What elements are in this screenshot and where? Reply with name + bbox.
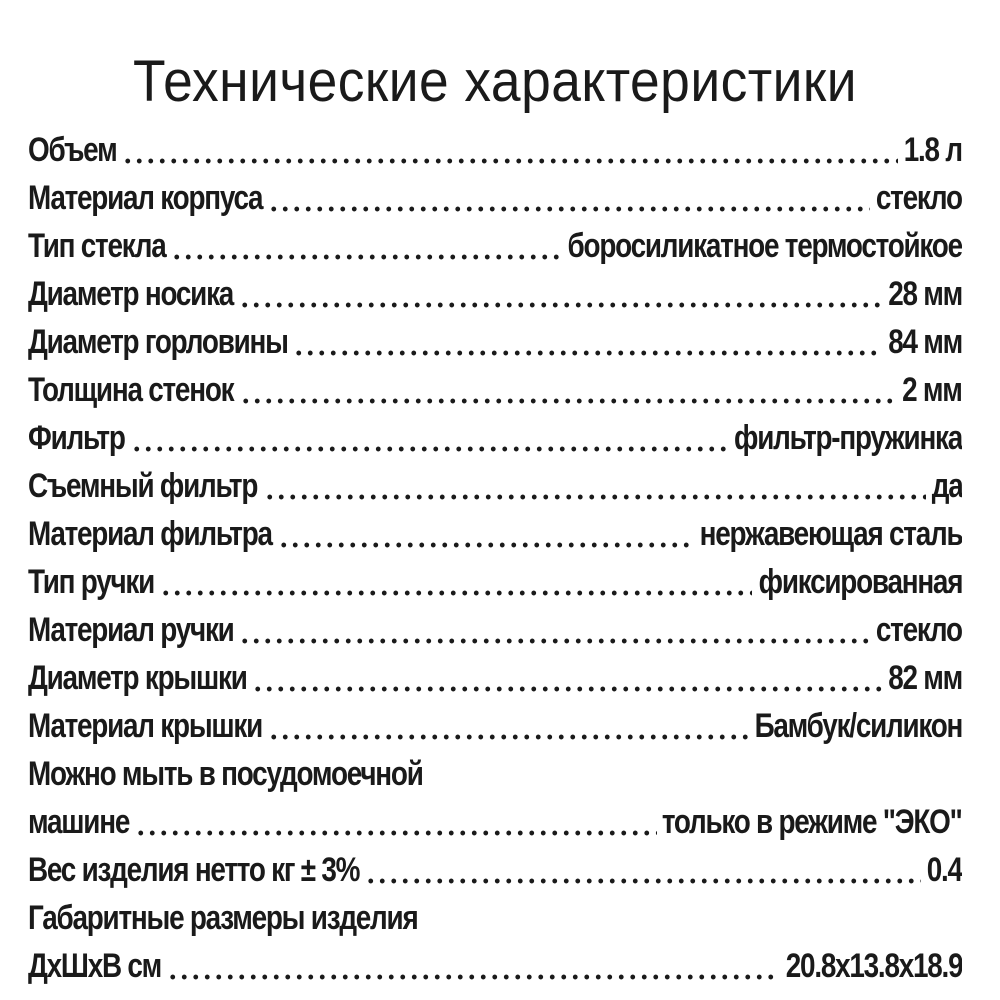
spec-row-dishwasher-line1 <box>28 750 962 798</box>
spec-value: только в режиме "ЭКО" <box>662 803 962 841</box>
spec-label: Вес изделия нетто кг ± 3% <box>28 851 360 889</box>
dot-leader <box>239 301 882 309</box>
spec-label: Диаметр горловины <box>28 323 288 361</box>
spec-label: Материал крышки <box>28 707 263 745</box>
dot-leader <box>131 445 728 453</box>
spec-row-handle-material <box>28 606 962 654</box>
dot-leader <box>268 205 870 213</box>
spec-list <box>28 126 962 990</box>
spec-label: Диаметр носика <box>28 275 234 313</box>
spec-row-volume <box>28 126 962 174</box>
spec-row-glass-type <box>28 222 962 270</box>
spec-row-neck-diameter <box>28 318 962 366</box>
spec-row-dishwasher <box>28 798 962 846</box>
spec-row-dimensions <box>28 942 962 990</box>
spec-label: Тип ручки <box>28 563 155 601</box>
spec-value: 82 мм <box>888 659 962 697</box>
spec-row-filter <box>28 414 962 462</box>
dot-leader <box>293 349 882 357</box>
spec-value: стекло <box>876 611 962 649</box>
spec-value: нержавеющая сталь <box>699 515 962 553</box>
page-title: Технические характеристики <box>133 49 857 114</box>
dot-leader <box>122 157 898 165</box>
dot-leader <box>252 685 882 693</box>
spec-row-body-material <box>28 174 962 222</box>
spec-label: Съемный фильтр <box>28 467 258 505</box>
spec-label: Материал фильтра <box>28 515 272 553</box>
spec-label: Можно мыть в посудомоечной <box>28 755 423 793</box>
spec-row-filter-material <box>28 510 962 558</box>
spec-row-lid-material <box>28 702 962 750</box>
dot-leader <box>171 253 561 261</box>
spec-label: Габаритные размеры изделия <box>28 899 418 937</box>
spec-label: Объем <box>28 131 117 169</box>
spec-row-lid-diameter <box>28 654 962 702</box>
spec-value: 1.8 л <box>903 131 962 169</box>
spec-label: Диаметр крышки <box>28 659 247 697</box>
spec-label: Материал ручки <box>28 611 234 649</box>
spec-row-dimensions-line1 <box>28 894 962 942</box>
dot-leader <box>160 589 752 597</box>
dot-leader <box>239 637 870 645</box>
dot-leader <box>135 829 656 837</box>
spec-label: машине <box>28 803 130 841</box>
spec-label: Фильтр <box>28 419 125 457</box>
dot-leader <box>264 493 926 501</box>
spec-value: фильтр-пружинка <box>733 419 962 457</box>
spec-row-net-weight <box>28 846 962 894</box>
spec-label: Толщина стенок <box>28 371 234 409</box>
spec-sheet <box>28 40 962 990</box>
spec-label: Тип стекла <box>28 227 166 265</box>
spec-value: 20.8х13.8х18.9 <box>785 947 962 985</box>
spec-label: Материал корпуса <box>28 179 263 217</box>
spec-label: ДхШхВ см <box>28 947 162 985</box>
dot-leader <box>278 541 693 549</box>
spec-value: стекло <box>876 179 962 217</box>
dot-leader <box>365 877 921 885</box>
spec-row-removable-filter <box>28 462 962 510</box>
spec-value: Бамбук/силикон <box>754 707 962 745</box>
spec-value: да <box>931 467 962 505</box>
spec-value: 28 мм <box>888 275 962 313</box>
spec-value: 0.4 <box>926 851 962 889</box>
spec-value: фиксированная <box>758 563 962 601</box>
spec-value: 2 мм <box>902 371 962 409</box>
spec-row-spout-diameter <box>28 270 962 318</box>
dot-leader <box>268 733 748 741</box>
spec-value: 84 мм <box>888 323 962 361</box>
spec-value: боросиликатное термостойкое <box>567 227 962 265</box>
dot-leader <box>167 973 779 981</box>
dot-leader <box>240 397 897 405</box>
spec-row-handle-type <box>28 558 962 606</box>
spec-row-wall-thickness <box>28 366 962 414</box>
